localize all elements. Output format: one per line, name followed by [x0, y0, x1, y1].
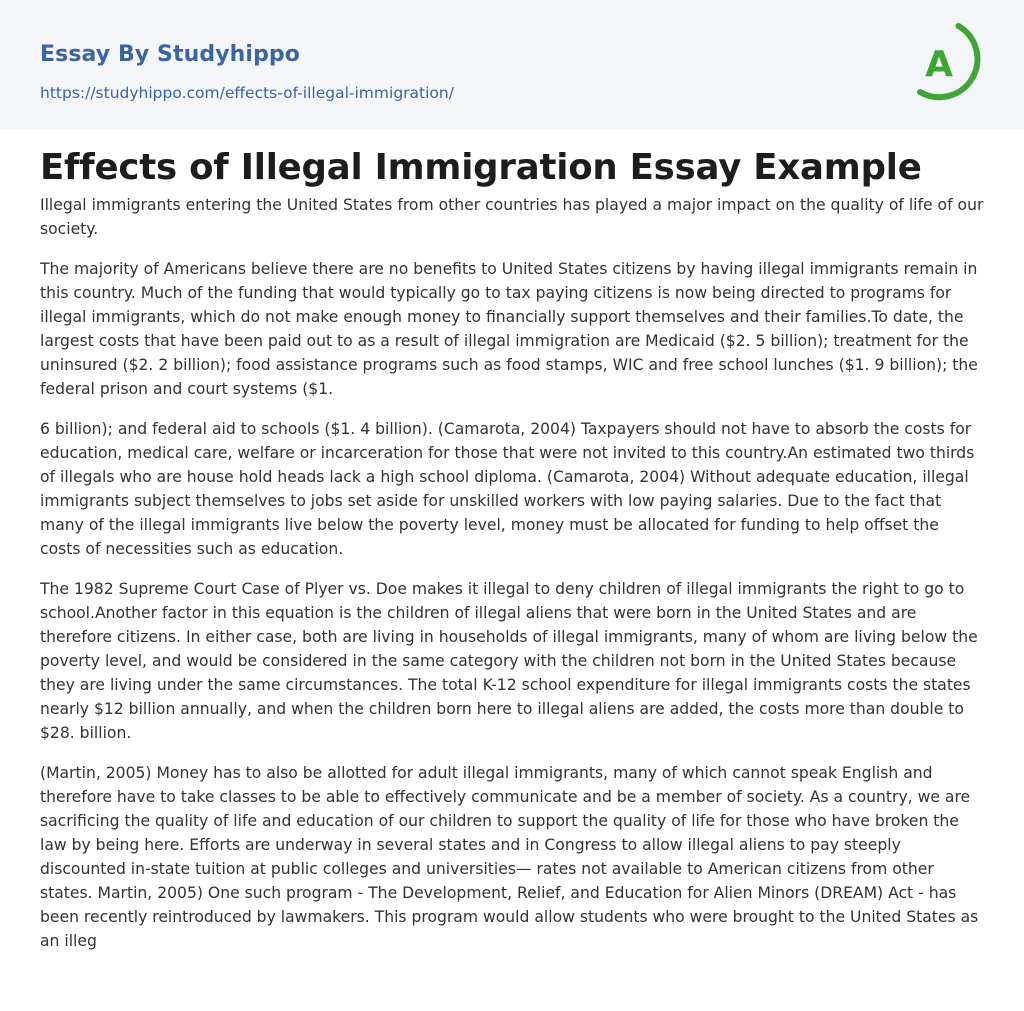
essay-paragraph: 6 billion); and federal aid to schools ($1. 4 billion). (Camarota, 2004) Taxpayers should not have to absorb the costs for education, medical care, welfare or incarceration for those that were not invited to this country.An estimated two thirds of illegals who are house hold heads lack a high school diploma. (Camarota, 2004) Without adequate education, illegal immigrants subject themselves to jobs set aside for unskilled workers with low paying salaries. Due to the fact that many of the illegal immigrants live below the poverty level, money must be allocated for funding to help offset the costs of necessities such as education.: [40, 420, 975, 558]
brand-title[interactable]: Essay By Studyhippo: [40, 42, 300, 67]
studyhippo-logo-icon[interactable]: [912, 19, 986, 105]
logo-letter: A: [925, 44, 953, 85]
essay-paragraph: The 1982 Supreme Court Case of Plyer vs. Doe makes it illegal to deny children of illegal immigrants the right to go to school.Another factor in this equation is the children of illegal aliens that were born in the United States and are therefore citizens. In either case, both are living in households of illegal immigrants, many of whom are living below the poverty level, and would be considered in the same category with the children not born in the United States because they are living under the same circumstances. The total K-12 school expenditure for illegal immigrants costs the states nearly $12 billion annually, and when the children born here to illegal aliens are added, the costs more than double to $28. billion.: [40, 580, 978, 742]
essay-paragraph: (Martin, 2005) Money has to also be allotted for adult illegal immigrants, many of which cannot speak English and therefore have to take classes to be able to effectively communicate and be a member of society. As a country, we are sacrificing the quality of life and education of our children to support the quality of life for those who have broken the law by being here. Efforts are underway in several states and in Congress to allow illegal aliens to pay steeply discounted in-state tuition at public colleges and universities— rates not available to American citizens from other states. Martin, 2005) One such program - The Development, Relief, and Education for Alien Minors (DREAM) Act - has been recently reintroduced by lawmakers. This program would allow students who were brought to the United States as an illeg: [40, 764, 979, 950]
page-title: Effects of Illegal Immigration Essay Example: [40, 147, 922, 188]
essay-paragraph: Illegal immigrants entering the United States from other countries has played a major impact on the quality of life of our society.: [40, 196, 984, 238]
essay-paragraph: The majority of Americans believe there are no benefits to United States citizens by having illegal immigrants remain in this country. Much of the funding that would typically go to tax paying citizens is now being directed to programs for illegal immigrants, which do not make enough money to financially support themselves and their families.To date, the largest costs that have been paid out to as a result of illegal immigration are Medicaid ($2. 5 billion); treatment for the uninsured ($2. 2 billion); food assistance programs such as food stamps, WIC and free school lunches ($1. 9 billion); the federal prison and court systems ($1.: [40, 260, 978, 398]
essay-url-link[interactable]: https://studyhippo.com/effects-of-illegal-immigration/: [40, 84, 454, 102]
essay-body: [40, 193, 984, 969]
